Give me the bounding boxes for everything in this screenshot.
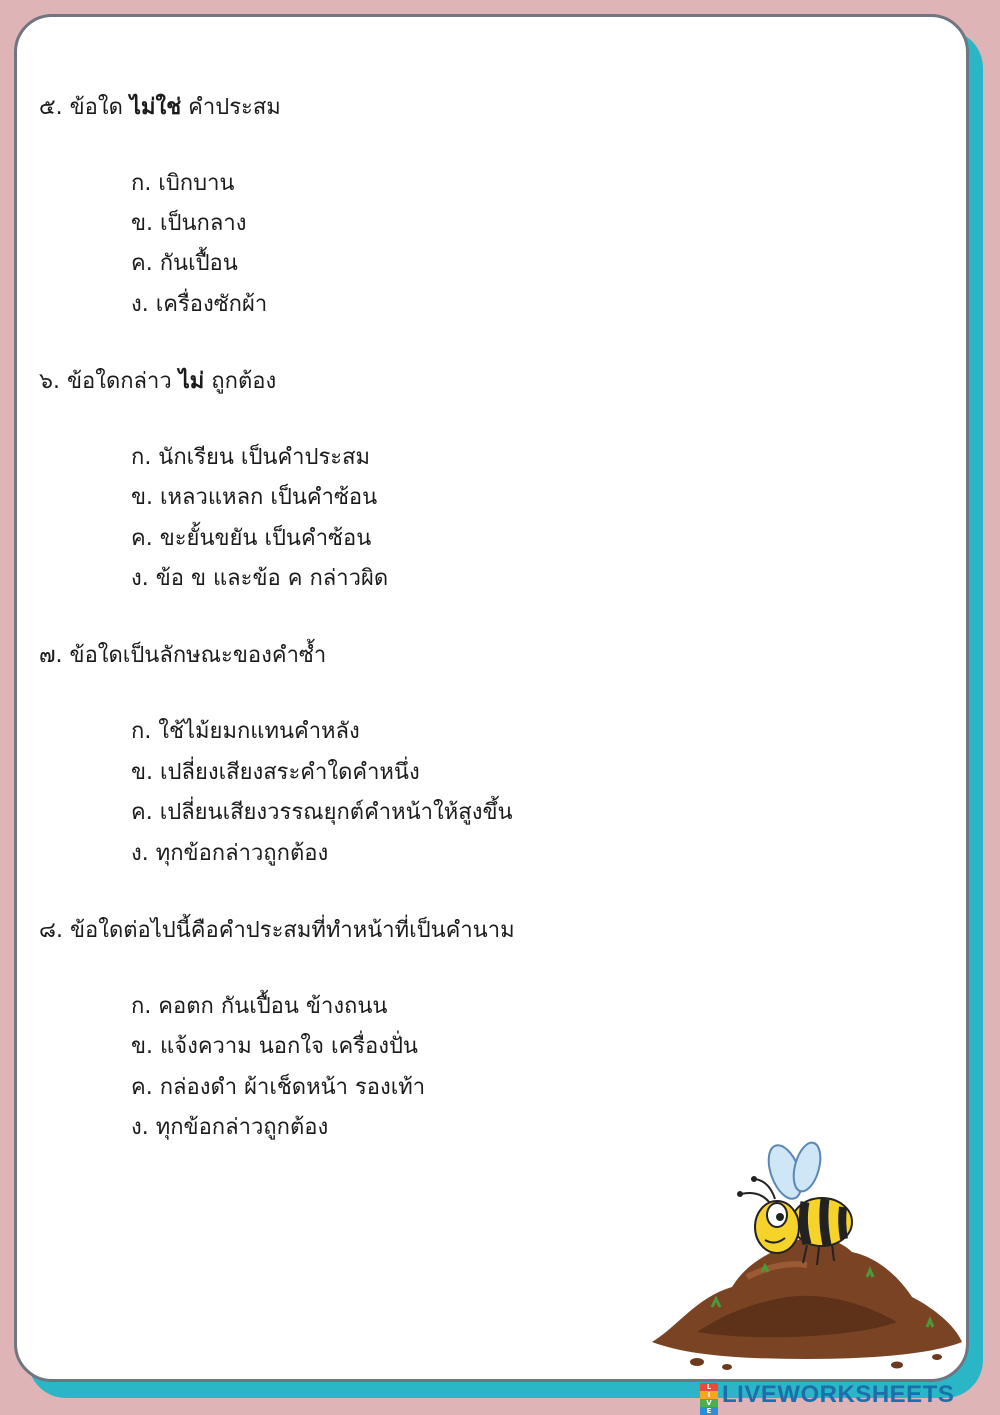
question-6-emphasis: ไม่ <box>178 369 205 394</box>
question-6-option-b[interactable]: ข. เหลวแหลก เป็นคำซ้อน <box>131 485 378 510</box>
question-8-option-a[interactable]: ก. คอตก กันเปื้อน ข้างถนน <box>131 994 388 1019</box>
question-5-option-d[interactable]: ง. เครื่องซักผ้า <box>131 292 268 317</box>
question-5-option-a[interactable]: ก. เบิกบาน <box>131 171 235 196</box>
question-7-text: ๗. ข้อใดเป็นลักษณะของคำซ้ำ <box>39 643 327 668</box>
liveworksheets-logo-text: LIVEWORKSHEETS <box>722 1381 955 1408</box>
logo-letter-e: E <box>700 1407 718 1415</box>
question-6-text: ๖. ข้อใดกล่าว <box>39 369 179 394</box>
question-6-option-d[interactable]: ง. ข้อ ข และข้อ ค กล่าวผิด <box>131 566 389 591</box>
question-8-option-d[interactable]: ง. ทุกข้อกล่าวถูกต้อง <box>131 1115 329 1140</box>
question-8-option-c[interactable]: ค. กล่องดำ ผ้าเช็ดหน้า รองเท้า <box>131 1075 426 1100</box>
question-5-option-c[interactable]: ค. กันเปื้อน <box>131 251 238 276</box>
question-6 <box>39 363 276 398</box>
dirt-mound-icon <box>652 1238 962 1370</box>
question-5-option-b[interactable]: ข. เป็นกลาง <box>131 211 247 236</box>
question-6-option-c[interactable]: ค. ขะยั้นขยัน เป็นคำซ้อน <box>131 526 372 551</box>
question-7-option-c[interactable]: ค. เปลี่ยนเสียงวรรณยุกต์คำหน้าให้สูงขึ้น <box>131 800 513 825</box>
question-7-option-d[interactable]: ง. ทุกข้อกล่าวถูกต้อง <box>131 841 329 866</box>
question-7-option-b[interactable]: ข. เปลี่ยงเสียงสระคำใดคำหนึ่ง <box>131 760 420 785</box>
question-8 <box>39 912 515 947</box>
logo-letter-v: V <box>700 1399 718 1407</box>
question-5-text-end: คำประสม <box>181 95 281 120</box>
liveworksheets-logo[interactable] <box>700 1381 955 1415</box>
bee-on-dirt-illustration <box>637 1127 967 1382</box>
question-5-text: ๕. ข้อใด <box>39 95 130 120</box>
liveworksheets-logo-icon <box>700 1383 718 1415</box>
question-6-text-end: ถูกต้อง <box>204 369 277 394</box>
question-5-emphasis: ไม่ใช่ <box>129 95 182 120</box>
question-7 <box>39 637 326 672</box>
question-8-text: ๘. ข้อใดต่อไปนี้คือคำประสมที่ทำหน้าที่เป็นคำนาม <box>39 918 515 943</box>
question-5 <box>39 89 281 124</box>
logo-letter-i: I <box>700 1391 718 1399</box>
question-6-option-a[interactable]: ก. นักเรียน เป็นคำประสม <box>131 445 371 470</box>
worksheet-page <box>14 14 969 1382</box>
question-8-option-b[interactable]: ข. แจ้งความ นอกใจ เครื่องปั่น <box>131 1034 418 1059</box>
logo-letter-l: L <box>700 1383 718 1391</box>
question-7-option-a[interactable]: ก. ใช้ไม้ยมกแทนคำหลัง <box>131 719 360 744</box>
